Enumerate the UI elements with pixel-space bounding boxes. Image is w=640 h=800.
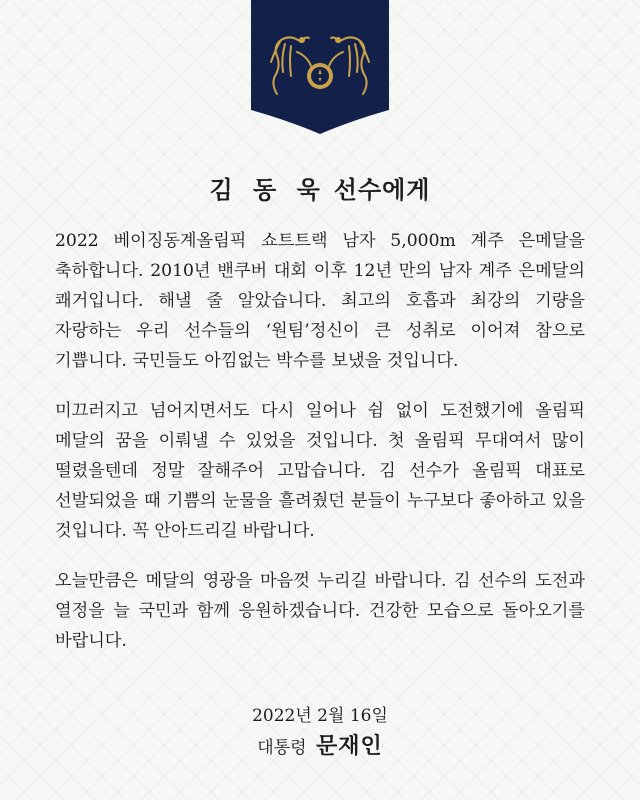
signature-block [0,703,640,765]
presidential-emblem [251,0,389,134]
signer-title: 대통령 [257,738,307,758]
paragraph-3: 오늘만큼은 메달의 영광을 마음껏 누리길 바랍니다. 김 선수의 도전과 열정을 늘 국민과 함께 응원하겠습니다. 건강한 모습으로 돌아오기를 바랍니다. [55,571,585,651]
signer-name: 문재인 [315,733,383,759]
letter-title [0,170,640,205]
phoenix-mugunghwa-emblem-icon [251,0,389,134]
recipient-name: 김 동 욱 [209,175,326,204]
signer-line [0,729,640,765]
title-suffix: 선수에게 [333,175,431,204]
letter-date: 2022년 2월 16일 [252,706,388,726]
paragraph-2: 미끄러지고 넘어지면서도 다시 일어나 쉼 없이 도전했기에 올림픽 메달의 꿈을 이뤄낼 수 있었을 것입니다. 첫 올림픽 무대여서 많이 떨렸을텐데 정말 잘해주어 고맙습니다. 김 선수가 올림픽 대표로 선발되었을 때 기쁨의 눈물을 흘려줬던 분들이 누구보다 좋아하고 있을 것입니다. 꼭 안아드리길 바랍니다. [55,401,585,541]
paragraph-1: 2022 베이징동계올림픽 쇼트트랙 남자 5,000m 계주 은메달을 축하합니다. 2010년 밴쿠버 대회 이후 12년 만의 남자 계주 은메달의 쾌거입니다. 해낼 줄 알았습니다. 최고의 호흡과 최강의 기량을 자랑하는 우리 선수들의 ‘원팀’정신이 큰 성취로 이어져 참으로 기쁩니다. 국민들도 아낌없는 박수를 보냈을 것입니다. [55,231,585,371]
letter-body [55,226,585,676]
